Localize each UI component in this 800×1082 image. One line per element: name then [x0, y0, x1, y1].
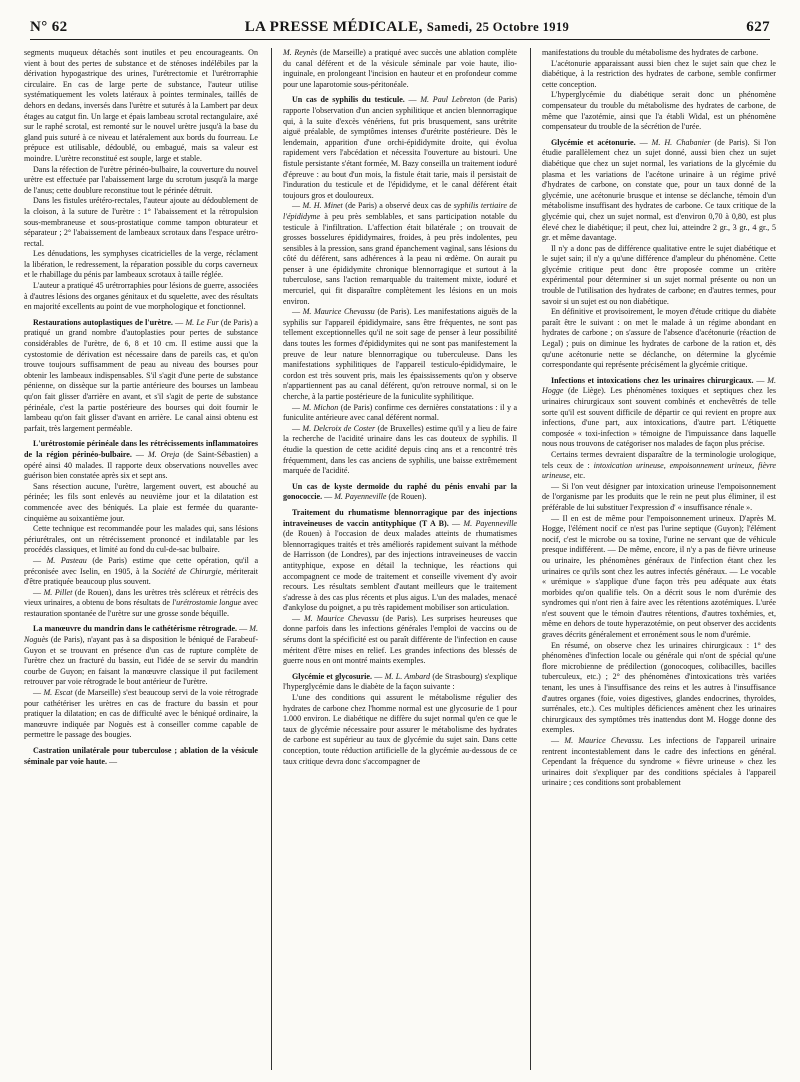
column-divider: [530, 48, 531, 1070]
text-columns: [24, 48, 776, 1070]
paragraph: Certains termes devraient disparaître de la terminologie urologique, tels ceux de : intoxication urineuse, empoisonnement urineux, fièvre urineuse, etc.: [542, 449, 776, 481]
section-body: (de Strasbourg) s'explique l'hyperglycémie dans le diabète de la façon suivante :: [283, 671, 518, 692]
section-body: (de Paris), n'ayant pas à sa disposition le béniqué de Farabeuf-Guyon et se trouvant en présence d'un cas de rupture complète de l'urètre chez un fracturé du bassin, eut l'idée de se servir du mandrin courbe de Guyon; en faisant la manœuvre classique il put facilement retrouver par voie rétrograde le bout antérieur de l'urètre.: [24, 635, 259, 687]
author: M. L. Ambard: [384, 671, 431, 681]
author: M. Oreja: [148, 449, 180, 459]
column-divider: [271, 48, 272, 1070]
section-body: (de Saint-Sébastien) a opéré ainsi 40 malades. Il rapporte deux observations nouvelles avec guérison bien constatée après six et sept ans.: [24, 449, 258, 481]
author: M. Maurice Chevassu: [304, 613, 379, 623]
paragraph: — M. Escat (de Marseille) s'est beaucoup servi de la voie rétrograde pour cathétériser les urètres en cas de fracture du bassin et pour pratiquer la dilatation; en cas de difficulté avec le béniqué ordinaire, la manœuvre indiquée par Noguès est à conseiller comme capable de permettre le passage des bougies.: [24, 688, 259, 740]
section-title: Restaurations autoplastiques de l'urètre.: [33, 317, 173, 327]
section: Traitement du rhumatisme blennorragique par des injections intraveineuses de vaccin antityphique (T A B). — M. Payenneville (de Rouen) à l'occasion de deux malades atteints de rhumatismes blennorragiques traités et très améliorés rapidement suivant la méthode de Harrisson (de Londres), par des injections intraveineuses de vaccin antityphique, expose en détail la technique, les réactions qui accompagnent ce mode de traitement et conseille vivement d'y avoir recours. Les résultats semblent d'autant meilleurs que le traitement s'adresse à des cas plus récents et plus aigus. L'un des malades, menacé d'ankylose du poignet, a pu très rapidement mobiliser son articulation.: [283, 507, 518, 613]
journal-title: [245, 19, 570, 36]
author: M. Reynès: [283, 48, 318, 57]
section: Un cas de kyste dermoïde du raphé du pénis envahi par la gonococcie. — M. Payenneville (de Rouen).: [283, 481, 517, 502]
paragraph: — M. Maurice Chevassu. Les infections de l'appareil urinaire rentrent incontestablement dans le cadre des infections en général. Cependant la fréquence du syndrome « fièvre urineuse » chez les urinaires doit s'expliquer par des conditions spéciales à l'appareil urinaire ; ces conditions sont probablement: [542, 736, 776, 788]
section-title: Un cas de syphilis du testicule.: [292, 95, 405, 105]
author: M. H. Chabanier: [651, 137, 711, 147]
author: M. Hogge: [542, 375, 776, 396]
section-title: Glycémie et glycosurie.: [292, 671, 372, 681]
section: Un cas de syphilis du testicule. — M. Paul Lebreton (de Paris) rapporte l'observation d'un ancien syphilitique et ancien blennorragique qui, à la suite d'excès vénériens, fut pris brusquement, sans urétrite aiguë préalable, de symptômes intenses d'urétrite postérieure. Dès le lendemain, apparition d'une orchi-épididymite droite, qui évolua rapidement vers l'abcédation et nécessita l'ouverture au bistouri. Une fistule persistante s'étant formée, M. Bazy conseilla un traitement ioduré d'épreuve : au bout d'un mois, la fistule était tarie, mais il persistait de l'induration du testicule et de l'épididyme, et le canal déférent était toujours gros et douloureux.: [283, 95, 518, 200]
author: M. Escat: [43, 688, 73, 698]
author: M. H. Minet: [302, 201, 343, 211]
paragraph: Dans la réfection de l'urètre périnéo-bulbaire, la couverture du nouvel urètre est effectuée par l'abaissement large du scrotum jusqu'à la marge de l'anus; cette doublure reconstitue tout le périnée détruit.: [24, 164, 258, 195]
section: La manœuvre du mandrin dans le cathétérisme rétrograde. — M. Noguès (de Paris), n'ayant pas à sa disposition le béniqué de Farabeuf-Guyon et se trouvant en présence d'un cas de rupture complète de l'urètre chez un fracturé du bassin, eut l'idée de se servir du mandrin courbe de Guyon; en faisant la manœuvre classique il put facilement retrouver par voie rétrograde le bout antérieur de l'urètre.: [24, 624, 259, 687]
section-title: Infections et intoxications chez les urinaires chirurgicaux.: [551, 375, 754, 385]
paragraph: Cette technique est recommandée pour les malades qui, sans lésions périurétrales, ont un rétrécissement prononcé et indilatable par les procédés classiques, et limité au fond du cul-de-sac bulbaire.: [24, 524, 258, 555]
author: M. Maurice Chevassu: [302, 307, 375, 317]
column-1: [24, 48, 258, 767]
section-title: Castration unilatérale pour tuberculose ; ablation de la vésicule séminale par voie haute.: [24, 746, 258, 766]
paragraph: Les dénudations, les symphyses cicatricielles de la verge, réclament la libération, le redressement, la réparation possible du corps caverneux et le rhabillage du pénis par lambeaux scrotaux à taille réglée.: [24, 249, 258, 280]
section: Restaurations autoplastiques de l'urètre. — M. Le Fur (de Paris) a pratiqué un grand nombre d'autoplasties pour pertes de substance considérables de l'urètre, de 6, 8 et 10 cm. Il estime aussi que la cystostomie de dérivation est nécessaire dans de pareils cas, et qu'on trouve toujours suffisamment de peau au niveau des bourses pour obtenir les lambeaux indispensables. S'il s'agit d'une perte de substance pénienne, on dissèque sur la partie antérieure des bourses un lambeau qu'on fait glisser d'arrière en avant, et s'il s'agit de perte de substance périnéale, c'est la partie postérieure des bourses qui doit fournir le lambeau qu'on fait glisser d'avant en arrière. Le canal ainsi obtenu est parfait, très largement perméable.: [24, 317, 258, 433]
paragraph: En résumé, on observe chez les urinaires chirurgicaux : 1° des phénomènes d'infection locale ou générale qui n'ont de spécial qu'une flore microbienne de prédilection (gonocoques, colibacilles, bacilles tuberculeux, etc.) ; 2° des phénomènes d'intoxications très variées tenant, les unes à l'insuffisance des reins et les autres à l'insuffisance d'autres organes (foie, voies digestives, glandes endocrines, thyroïdes, surrénales, etc.). Ces multiples déficiences amènent chez les urinaires chirurgicaux des symptômes très inattendus dont M. Hogge donne des exemples.: [542, 640, 776, 735]
section-body: (de Paris) rapporte l'observation d'un ancien syphilitique et ancien blennorragique qui, à la suite d'excès vénériens, fut pris brusquement, sans urétrite aiguë préalable, de symptômes intenses d'urétrite postérieure. Dès le lendemain, apparition d'une orchi-épididymite droite, qui évolua rapidement vers l'abcédation et nécessita l'ouverture au bistouri. Une fistule persistante s'étant formée, M. Bazy conseilla un traitement ioduré d'épreuve : au bout d'un mois, la fistule était tarie, mais il persistait de l'induration du testicule et de l'épididyme, et le canal déférent était toujours gros et douloureux.: [283, 95, 518, 200]
section: Glycémie et acétonurie. — M. H. Chabanier (de Paris). Si l'on étudie parallèlement chez un sujet donné, aussi bien chez un sujet diabétique que chez un sujet normal, les variations de la glycémie du plasma et les variations de l'acétone urinaire à un régime privé d'hydrates de carbone, on constate que, pour un taux donné de la glycémie, une acétonurie brusque et intense se déclanche, témoin d'un métabolisme insuffisant des hydrates de carbone. Ce taux critique de la glycémie qui, chez un sujet normal, est d'environ 0,70 à 0,80, est plus élevé chez le diabétique; il peut, chez lui, atteindre 2 gr., 3 gr., 4 gr., 5 gr. et même davantage.: [542, 137, 776, 243]
section-body: (de Paris) a pratiqué un grand nombre d'autoplasties pour pertes de substance considérables de l'urètre, de 6, 8 et 10 cm. Il estime aussi que la cystostomie de dérivation est nécessaire dans de pareils cas, et qu'on trouve toujours suffisamment de peau au niveau des bourses pour obtenir les lambeaux indispensables. S'il s'agit d'une perte de substance pénienne, on dissèque sur la partie antérieure des bourses un lambeau qu'on fait glisser d'arrière en avant, et s'il s'agit de perte de substance périnéale, c'est la partie postérieure des bourses qui doit fournir le lambeau qu'on fait glisser d'avant en arrière. Le canal ainsi obtenu est parfait, très largement perméable.: [24, 317, 258, 433]
paragraph: — M. H. Minet (de Paris) a observé deux cas de syphilis tertiaire de l'épididyme à peu près semblables, et sans participation notable du testicule à l'infiltration. L'affection était bilatérale ; on trouvait de grosses bosselures épididymaires, froides, à peu près indolentes, peu sensibles à la pression, sans grand épanchement vaginal, sans lésions du côté du déférent, sans adhérences à la peau ni œdème. On aurait pu penser à une épididymite chronique blennorragique et surtout à la tuberculose, sans l'action remarquable du traitement mixte, ioduré et mercuriel, qui fit disparaître complètement les lésions en un mois environ.: [283, 201, 518, 306]
paragraph: — M. Michon (de Paris) confirme ces dernières constatations : il y a funiculite antérieure avec canal déférent normal.: [283, 402, 518, 423]
page-header: [30, 10, 770, 40]
page-number: 627: [746, 19, 770, 35]
paragraph: — M. Pillet (de Rouen), dans les urètres très scléreux et rétrécis des vieux urinaires, a obtenu de bons résultats de l'urétrostomie longue avec restauration spontanée de l'urètre sur une grosse sonde béquille.: [24, 587, 259, 618]
section-body: (de Paris). Si l'on étudie parallèlement chez un sujet donné, aussi bien chez un sujet diabétique que chez un sujet normal, les variations de la glycémie du plasma et les variations de l'acétone urinaire à un régime privé d'hydrates de carbone, on constate que, pour un taux donné de la glycémie, une acétonurie brusque et intense se déclanche, témoin d'un métabolisme insuffisant des hydrates de carbone. Ce taux critique de la glycémie qui, chez un sujet normal, est d'environ 0,70 à 0,80, est plus élevé chez le diabétique; il peut, chez lui, atteindre 2 gr., 3 gr., 4 gr., 5 gr. et même davantage.: [542, 137, 776, 243]
section-title: Un cas de kyste dermoïde du raphé du pénis envahi par la gonococcie.: [283, 481, 517, 502]
author: M. Pillet: [43, 587, 73, 597]
paragraph: — Il en est de même pour l'empoisonnement urineux. D'après M. Hogge, l'élément nocif ce n'est pas l'urine septique (Guyon); l'élément nocif, c'est le microbe ou sa toxine, l'urine ne servant que de véhicule presque indifférent. — De même, encore, il n'y a pas de fièvre urineuse ou urinaire, les phénomènes généraux de l'infection étant chez les urinaires ce qu'ils sont chez les autres infectés généraux. — Le vocable « urémique » s'applique d'une façon très peu adéquate aux états morbides qu'on qualifie tels. On a décrit sous le nom d'urémie des syndromes qui n'ont rien à faire avec les rétentions azotémiques. L'urée n'est souvent que le témoin d'autres rétentions, d'autres toxhémies, et, même en dehors de toute hyperazotémie, on peut observer des accidents graves décrits généralement et erronément sous le nom d'urémie.: [542, 513, 776, 640]
author: M. Payenneville: [334, 492, 387, 502]
section-title: Traitement du rhumatisme blennorragique par des injections intraveineuses de vaccin antityphique (T A B).: [283, 507, 517, 528]
paragraph: Il n'y a donc pas de différence qualitative entre le sujet diabétique et le sujet sain; il n'y a qu'une différence d'ampleur du phénomène. Cette glycémie critique peut donc être proposée comme un critère expérimental pour déterminer si un sujet normal présente ou non un trouble de l'utilisation des hydrates de carbone; en d'autres termes, pour savoir si un sujet est ou non diabétique.: [542, 243, 776, 306]
author: M. Delcroix de Coster: [302, 423, 376, 433]
author: M. Le Fur: [185, 317, 219, 327]
paragraph: — Si l'on veut désigner par intoxication urineuse l'empoisonnement de l'organisme par les produits que le rein ne peut plus éliminer, il est préférable de lui substituer l'expression d' « insuffisance rénale ».: [542, 481, 776, 512]
section-body: (de Liège). Les phénomènes toxiques et septiques chez les urinaires chirurgicaux sont souvent combinés et enchevêtrés de telle sorte qu'il est souvent difficile de départir ce qui revient en propre aux infections, d'une part, aux intoxications, d'autre part. L'étiquette composée « toxi-infection » témoigne de l'impuissance dans laquelle nous nous trouvons de catégoriser nos malades de façon plus précise.: [542, 386, 776, 449]
paragraph: — M. Maurice Chevassu (de Paris). Les surprises heureuses que donne parfois dans les infections générales l'emploi de vaccins ou de sérums dont la spécificité est ou paraît différente de l'infection en cause méritent d'être mises en relief. Les grandes infections des blessés de guerre nous en ont montré maints exemples.: [283, 613, 518, 666]
section: Infections et intoxications chez les urinaires chirurgicaux. — M. Hogge (de Liège). Les phénomènes toxiques et septiques chez les urinaires chirurgicaux sont souvent combinés et enchevêtrés de telle sorte qu'il est souvent difficile de départir ce qui revient en propre aux infections, d'une part, aux intoxications, d'autre part. L'étiquette composée « toxi-infection » témoigne de l'impuissance dans laquelle nous nous trouvons de catégoriser nos malades de façon plus précise.: [542, 375, 776, 449]
paragraph: — M. Pasteau (de Paris) estime que cette opération, qu'il a préconisée avec Iselin, en 1905, à la Société de Chirurgie, mériterait d'être pratiquée beaucoup plus souvent.: [24, 555, 259, 587]
paragraph: L'acétonurie apparaissant aussi bien chez le sujet sain que chez le diabétique, à la restriction des hydrates de carbone, semble confirmer cette conception.: [542, 58, 776, 89]
author: M. Paul Lebreton: [420, 95, 481, 105]
paragraph: En définitive et provisoirement, le moyen d'étude critique du diabète paraît être le suivant : on met le malade à un régime abondant en hydrates de carbone ; on s'assure de l'absence d'acétonurie (réaction de Legal) ; puis on diminue les hydrates de carbone de la ration et, dès qu'une acétonurie nette se déclanche, on détermine la glycémie correspondante qui représente précisément la glycémie critique.: [542, 307, 776, 370]
paragraph: L'auteur a pratiqué 45 urétrorraphies pour lésions de guerre, associées à d'autres lésions des organes génitaux et du squelette, avec des résultats en majorité excellents au point de vue morphologique et fonctionnel.: [24, 281, 258, 312]
section-title: La manœuvre du mandrin dans le cathétérisme rétrograde.: [33, 624, 238, 634]
paragraph: manifestations du trouble du métabolisme des hydrates de carbone.: [542, 48, 759, 57]
paragraph: segments muqueux détachés sont inutiles et peu encourageants. On vient à bout des pertes de substance et de sténoses indélébiles par la dérivation hypogastrique des urines, l'urétrectomie et l'urétrorraphie circulaire. En cas de large perte de substance, l'auteur utilise systématiquement les volets latéraux à pointes terminales, taillés de dehors en dedans, inversés dans l'urètre et suturés à la Lambert par deux étages au catgut fin. Un large et épais lambeau scrotal rectangulaire, axé sur le raphé scrotal, est remonté sur le nouvel urètre jusqu'à la base du gland puis suturé à ce niveau et latéralement aux bords du fourreau. Le prépuce est utilisable, dédoublé, ou embagué, mais sa valeur est moindre. L'urètre reconstitué est souple, large et stable.: [24, 48, 258, 163]
paragraph: Sans résection aucune, l'urètre, largement ouvert, est abouché au périnée; les fils sont enlevés au neuvième jour et la dilatation est commencée avec des béniqués. La plaie est fermée du quarante-cinquième au soixantième jour.: [24, 481, 258, 523]
author: M. Maurice Chevassu.: [564, 736, 644, 745]
section-title: Glycémie et acétonurie.: [551, 137, 636, 147]
paragraph: — M. Delcroix de Coster (de Bruxelles) estime qu'il y a lieu de faire la recherche de l'acidité urinaire dans les cas douteux de syphilis. Il étudie la question de cette acidité depuis cinq ans et a rencontré très fréquemment, dans les cas anciens de syphilis, une baisse extrêmement marquée de l'acidité.: [283, 423, 518, 476]
issue-date: Samedi, 25 Octobre 1919: [426, 20, 570, 34]
section: Castration unilatérale pour tuberculose ; ablation de la vésicule séminale par voie haute. —: [24, 746, 258, 766]
author: M. Payenneville: [463, 518, 518, 528]
section-body: (de Rouen) à l'occasion de deux malades atteints de rhumatismes blennorragiques traités et très améliorés rapidement suivant la méthode de Harrisson (de Londres), par des injections intraveineuses de vaccin antityphique, expose en détail la technique, les réactions qui accompagnent ce mode de traitement et conseille vivement d'y avoir recours. Les résultats semblent d'autant meilleurs que le traitement s'adresse à des cas plus récents et plus aigus. L'un des malades, menacé d'ankylose du poignet, a pu très rapidement mobiliser son articulation.: [283, 529, 517, 613]
section-body: (de Rouen).: [388, 492, 427, 502]
section: L'urétrostomie périnéale dans les rétrécissements inflammatoires de la région périnéo-bulbaire. — M. Oreja (de Saint-Sébastien) a opéré ainsi 40 malades. Il rapporte deux observations nouvelles avec guérison bien constatée après six et sept ans.: [24, 439, 258, 481]
paragraph: M. Reynès (de Marseille) a pratiqué avec succès une ablation complète du canal déférent et de la vésicule séminale par voie haute, ilio-inguinale, en prolongeant l'incision en hauteur et en profondeur comme pour une laparotomie sous-péritonéale.: [283, 48, 518, 89]
paragraph: — M. Maurice Chevassu (de Paris). Les manifestations aiguës de la syphilis sur l'appareil épididymaire, sans être fréquentes, ne sont pas tellement exceptionnelles qu'il ne soit sage de penser à leur possibilité dans toutes les formes d'épididymites qui ne sont pas manifestement la preuve de leur nature blennorragique ou tuberculeuse. Dans les manifestations syphilitiques de l'appareil testiculo-épididymaire, le cordon est très souvent pris, mais les épaississements qu'on y observe n'appartiennent pas au canal déférent, qu'on retrouve normal, si on le cherche, à la partie postérieure de la funiculite syphilitique.: [283, 307, 518, 401]
author: M. Michon: [302, 402, 339, 412]
paragraph: Dans les fistules urétéro-rectales, l'auteur ajoute au dédoublement de la cloison, à la suture de l'urètre : 1° l'abaissement et la rétropulsion sous-membraneuse et sous-prostatique comme tampon obturateur et séparateur ; 2° l'abaissement de lambeaux scrotaux dans l'espace urétro-rectal.: [24, 196, 258, 248]
paragraph: L'hyperglycémie du diabétique serait donc un phénomène compensateur du trouble du métabolisme des hydrates de carbone, de même que l'azotémie, ainsi que l'a établi Widal, est un phénomène compensateur du trouble de la sécrétion de l'urée.: [542, 90, 776, 132]
column-2: [283, 48, 517, 767]
author: M. Pasteau: [46, 555, 87, 565]
paragraph: L'une des conditions qui assurent le métabolisme régulier des hydrates de carbone chez l'homme normal est une glycosurie de 1 pour 1.000 environ. Le diabétique ne diffère du sujet normal qu'en ce que le taux de glycémie nécessaire pour assurer le métabolisme des hydrates de carbone est supérieur au taux de glycémie du sujet sain. Dans cette conception, toute réduction artificielle de la glycémie au-dessous de ce taux critique devra donc s'accompagner de: [283, 693, 517, 766]
column-3: [542, 48, 776, 789]
issue-number: N° 62: [30, 19, 68, 35]
author: M. Noguès: [24, 624, 258, 645]
section: Glycémie et glycosurie. — M. L. Ambard (de Strasbourg) s'explique l'hyperglycémie dans le diabète de la façon suivante :: [283, 671, 518, 692]
journal-name: LA PRESSE MÉDICALE,: [244, 19, 423, 35]
section-title: L'urétrostomie périnéale dans les rétrécissements inflammatoires de la région périnéo-bulbaire.: [24, 439, 258, 459]
